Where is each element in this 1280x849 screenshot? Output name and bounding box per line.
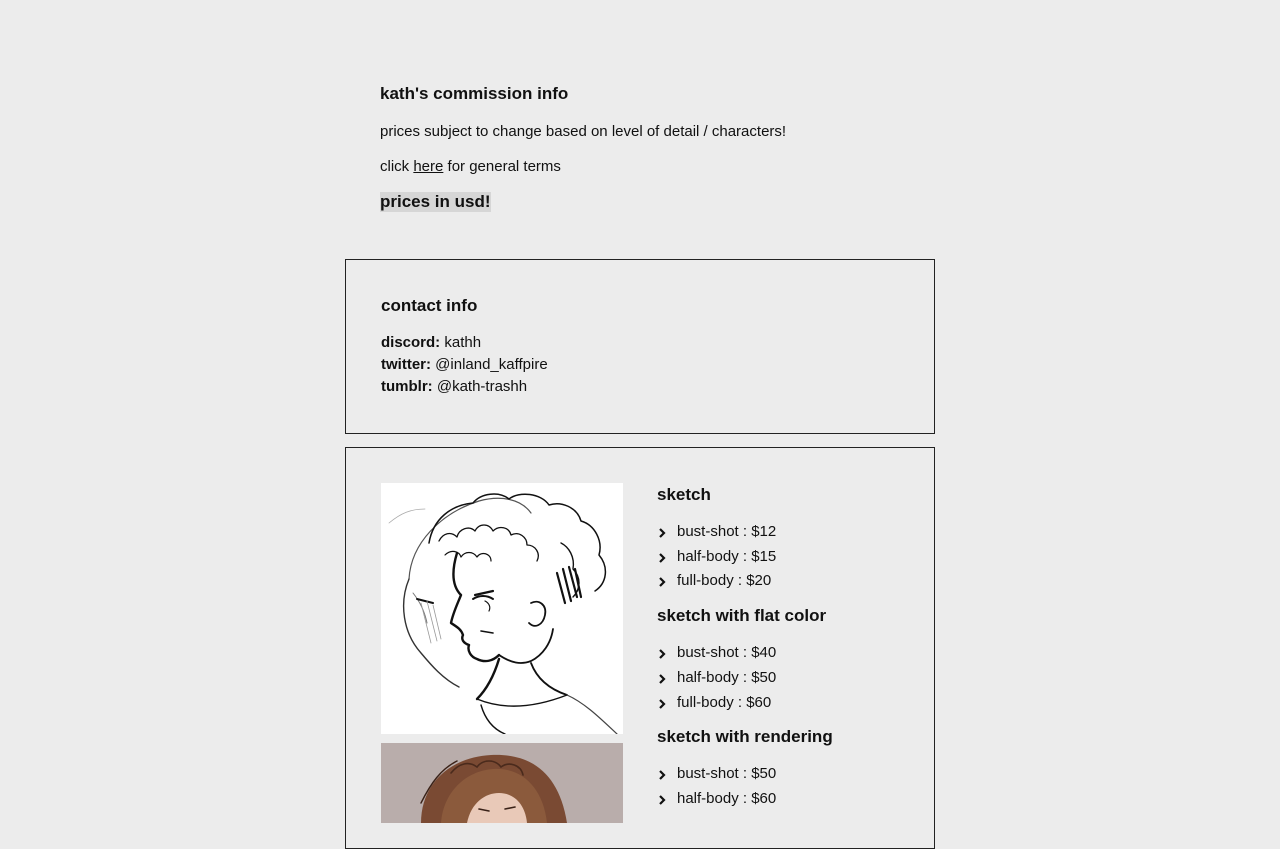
tier-sketch bbox=[657, 484, 917, 594]
tier-title: sketch with flat color bbox=[657, 606, 827, 626]
price-item bbox=[657, 569, 917, 594]
price-tiers bbox=[657, 484, 917, 823]
contact-row-discord bbox=[381, 332, 548, 354]
contact-row-tumblr bbox=[381, 376, 548, 398]
price-item bbox=[657, 520, 917, 545]
contact-list bbox=[381, 332, 548, 398]
chevron-right-icon bbox=[657, 528, 667, 538]
terms-link[interactable]: here bbox=[413, 158, 444, 175]
contact-label: twitter: bbox=[381, 356, 431, 373]
terms-prefix: click bbox=[380, 158, 414, 175]
tier-sketch-flat-color bbox=[657, 605, 917, 715]
colored-example-image bbox=[381, 743, 623, 823]
chevron-right-icon bbox=[657, 770, 667, 780]
contact-row-twitter bbox=[381, 354, 548, 376]
price-item-text: half-body : $60 bbox=[677, 789, 777, 807]
sketch-example-image bbox=[381, 483, 623, 734]
price-item-text: bust-shot : $12 bbox=[677, 523, 777, 540]
contact-value: kathh bbox=[440, 334, 482, 351]
price-item bbox=[657, 666, 917, 691]
price-item-text: bust-shot : $40 bbox=[677, 644, 777, 662]
tier-price-list bbox=[657, 520, 917, 594]
price-item bbox=[657, 787, 917, 812]
currency-note: prices in usd! bbox=[380, 192, 491, 211]
price-item bbox=[657, 641, 917, 666]
price-note: prices subject to change based on level of detail / characters! bbox=[380, 123, 787, 140]
tier-price-list bbox=[657, 762, 917, 811]
sketch-portrait-illustration bbox=[381, 483, 623, 734]
terms-suffix: for general terms bbox=[443, 158, 561, 175]
contact-label: discord: bbox=[381, 334, 441, 351]
prices-box bbox=[345, 447, 935, 849]
contact-title: contact info bbox=[381, 296, 478, 315]
price-item bbox=[657, 762, 917, 787]
price-item-text: bust-shot : $50 bbox=[677, 765, 777, 783]
price-item bbox=[657, 691, 917, 716]
price-item-text: full-body : $20 bbox=[677, 572, 772, 590]
chevron-right-icon bbox=[657, 649, 667, 659]
colored-portrait-illustration bbox=[381, 743, 623, 823]
price-item-text: half-body : $15 bbox=[677, 547, 777, 565]
terms-line bbox=[380, 157, 935, 177]
contact-value: @kath-trashh bbox=[432, 378, 528, 395]
contact-box bbox=[345, 259, 935, 434]
contact-value: @inland_kaffpire bbox=[431, 356, 548, 373]
page-title: kath's commission info bbox=[380, 84, 569, 103]
chevron-right-icon bbox=[657, 699, 667, 709]
tier-title: sketch with rendering bbox=[657, 727, 833, 747]
tier-title: sketch bbox=[657, 485, 711, 504]
page bbox=[345, 0, 935, 807]
intro-section bbox=[345, 0, 935, 212]
tier-price-list bbox=[657, 641, 917, 715]
chevron-right-icon bbox=[657, 553, 667, 563]
contact-label: tumblr: bbox=[381, 378, 433, 395]
chevron-right-icon bbox=[657, 674, 667, 684]
price-item-text: full-body : $60 bbox=[677, 693, 772, 711]
price-item bbox=[657, 545, 917, 570]
tier-sketch-rendering bbox=[657, 726, 917, 811]
chevron-right-icon bbox=[657, 577, 667, 587]
price-item-text: half-body : $50 bbox=[677, 668, 777, 686]
